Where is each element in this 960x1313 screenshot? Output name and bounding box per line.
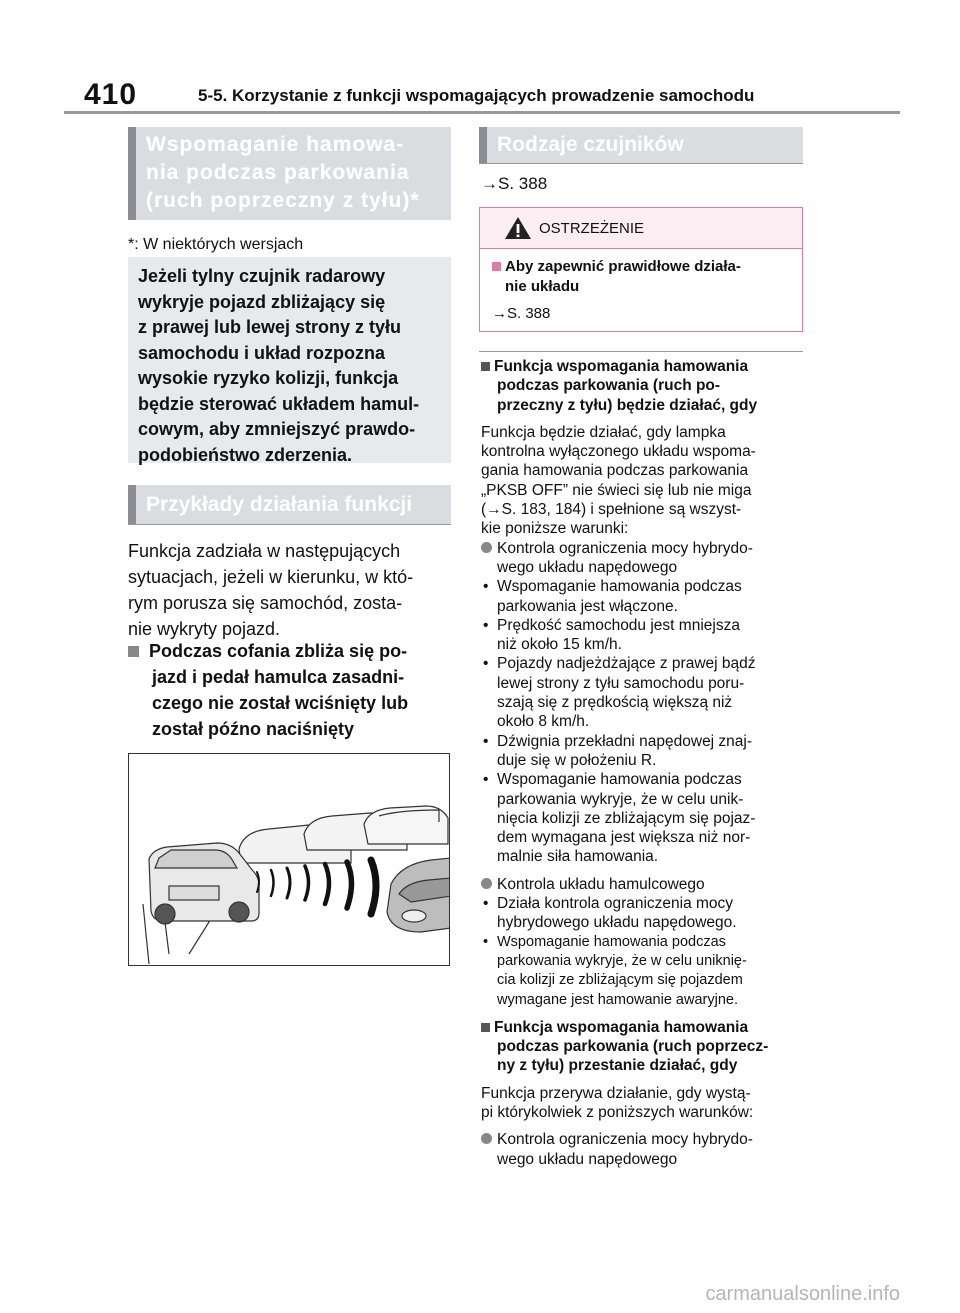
watermark-site: carmanualsonline.info bbox=[705, 1283, 900, 1305]
list-line: malnie siła hamowania. bbox=[497, 848, 659, 866]
intro-line: podobieństwo zderzenia. bbox=[138, 444, 353, 465]
intro-line: cowym, aby zmniejszyć prawdo- bbox=[138, 419, 416, 439]
footnote: *: W niektórych wersjach bbox=[128, 236, 304, 253]
list-line: hybrydowego układu napędowego. bbox=[497, 914, 737, 932]
warning-reference: →S. 388 bbox=[492, 305, 551, 322]
intro-box bbox=[128, 257, 451, 463]
circle-bullet-icon bbox=[481, 1133, 492, 1144]
body-line: kontrolna wyłączonego układu wspoma- bbox=[481, 443, 756, 461]
intro-line: Jeżeli tylny czujnik radarowy bbox=[138, 266, 386, 286]
list-line: cia kolizji ze zbliżającym się pojazdem bbox=[497, 972, 743, 989]
list-item: • Wspomaganie hamowania podczas parkowania jest włączone. bbox=[481, 577, 803, 616]
list-item: • Pojazdy nadjeżdżające z prawej bądź lewej strony z tyłu samochodu poru- szają się z prędkością większą niż około 8 km/h. bbox=[481, 654, 803, 731]
sub-line: został późno naciśnięty bbox=[152, 719, 355, 739]
list-item: • Prędkość samochodu jest mniejsza niż około 15 km/h. bbox=[481, 616, 803, 655]
list-line: Wspomaganie hamowania podczas bbox=[497, 578, 742, 596]
body-line: kie poniższe warunki: bbox=[481, 520, 629, 538]
list-line: niż około 15 km/h. bbox=[497, 636, 622, 654]
body-line: Funkcja zadziała w następujących bbox=[128, 541, 401, 561]
group-title: wego układu napędowego bbox=[497, 558, 678, 576]
heading-line: (ruch poprzeczny z tyłu)* bbox=[146, 189, 420, 212]
warning-header bbox=[480, 208, 802, 249]
body-line: pi którykolwiek z poniższych warunków: bbox=[481, 1103, 754, 1121]
list-item: • Działa kontrola ograniczenia mocy hybrydowego układu napędowego. bbox=[481, 894, 803, 933]
illustration-rear-cross-traffic bbox=[128, 753, 450, 966]
subsection-reversing bbox=[128, 638, 451, 742]
section-title-line: ny z tyłu) przestanie działać, gdy bbox=[497, 1057, 738, 1075]
heading-underline bbox=[128, 524, 451, 525]
body-line: Funkcja przerywa działanie, gdy wystą- bbox=[481, 1084, 751, 1102]
sub-line: czego nie został wciśnięty lub bbox=[152, 693, 409, 713]
body-line: gania hamowania podczas parkowania bbox=[481, 462, 749, 480]
list-line: nięcia kolizji ze zbliżającym się pojaz- bbox=[497, 809, 756, 827]
chapter-title: 5-5. Korzystanie z funkcji wspomagających prowadzenie samochodu bbox=[198, 86, 755, 105]
section-title-line: Funkcja wspomagania hamowania bbox=[494, 358, 749, 375]
list-line: lewej strony z tyłu samochodu poru- bbox=[497, 674, 745, 692]
body-line: Funkcja będzie działać, gdy lampka bbox=[481, 423, 726, 441]
header-rule bbox=[64, 111, 900, 114]
square-bullet-icon bbox=[492, 262, 501, 271]
section-title-line: Funkcja wspomagania hamowania bbox=[494, 1018, 749, 1036]
intro-line: wysokie ryzyko kolizji, funkcja bbox=[138, 368, 399, 388]
group-title: wego układu napędowego bbox=[497, 1150, 678, 1168]
section-heading-parking-brake-assist bbox=[128, 127, 451, 220]
heading-underline bbox=[479, 163, 803, 164]
list-line: szają się z prędkością większą niż bbox=[497, 694, 733, 712]
heading-line: Wspomaganie hamowa- bbox=[146, 133, 405, 156]
body-line: (→S. 183, 184) i spełnione są wszyst- bbox=[481, 501, 742, 519]
heading-line: nia podczas parkowania bbox=[146, 161, 410, 184]
warning-item-line: Aby zapewnić prawidłowe działa- bbox=[505, 258, 741, 275]
section-divider bbox=[479, 351, 803, 352]
body-line: rym porusza się samochód, zosta- bbox=[128, 593, 403, 613]
section-heading-examples: Przykłady działania funkcji bbox=[128, 485, 451, 525]
warning-item-line: nie układu bbox=[505, 278, 580, 295]
intro-line: wykryje pojazd zbliżający się bbox=[138, 291, 386, 312]
list-line: Dźwignia przekładni napędowej znaj- bbox=[497, 732, 753, 750]
body-line: „PKSB OFF” nie świeci się lub nie miga bbox=[481, 481, 752, 499]
list-line: wymagane jest hamowanie awaryjne. bbox=[497, 991, 738, 1008]
list-line: Wspomaganie hamowania podczas bbox=[497, 933, 726, 950]
conditions-text bbox=[481, 357, 803, 1169]
group-title: Kontrola ograniczenia mocy hybrydo- bbox=[497, 539, 753, 557]
list-line: Wspomaganie hamowania podczas bbox=[497, 771, 742, 789]
group-title: Kontrola ograniczenia mocy hybrydo- bbox=[497, 1131, 753, 1149]
list-line: Działa kontrola ograniczenia mocy bbox=[497, 895, 734, 913]
list-item: • Dźwignia przekładni napędowej znaj- duje się w położeniu R. bbox=[481, 732, 803, 771]
section-title-line: przeczny z tyłu) będzie działać, gdy bbox=[497, 396, 758, 414]
square-bullet-icon bbox=[481, 362, 490, 371]
page-number: 410 bbox=[84, 78, 138, 111]
warning-item bbox=[480, 249, 802, 297]
intro-line: z prawej lub lewej strony z tyłu bbox=[138, 317, 402, 337]
section-title-line: podczas parkowania (ruch po- bbox=[497, 377, 721, 395]
body-line: sytuacjach, jeżeli w kierunku, w któ- bbox=[128, 567, 414, 587]
parking-scene-illustration bbox=[129, 754, 450, 966]
sub-line: Podczas cofania zbliża się po- bbox=[149, 641, 408, 661]
body-text bbox=[128, 538, 451, 642]
sub-line: jazd i pedał hamulca zasadni- bbox=[152, 667, 405, 687]
list-line: duje się w położeniu R. bbox=[497, 751, 657, 769]
list-line: około 8 km/h. bbox=[497, 713, 590, 731]
list-item: • Wspomaganie hamowania podczas parkowania wykryje, że w celu uniknię- cia kolizji ze zbliżającym się pojazdem wymagane jest hamowanie awaryjne. bbox=[481, 933, 803, 1010]
warning-triangle-icon bbox=[504, 216, 532, 240]
intro-line: będzie sterować układem hamul- bbox=[138, 393, 420, 414]
list-line: parkowania jest włączone. bbox=[497, 597, 678, 615]
page-reference: →S. 388 bbox=[481, 174, 548, 193]
list-line: Pojazdy nadjeżdżające z prawej bądź bbox=[497, 655, 756, 673]
list-line: parkowania wykryje, że w celu unik- bbox=[497, 790, 744, 808]
section-title-line: podczas parkowania (ruch poprzecz- bbox=[497, 1038, 769, 1056]
square-bullet-icon bbox=[481, 1023, 490, 1032]
list-line: Prędkość samochodu jest mniejsza bbox=[497, 616, 740, 634]
group-title: Kontrola układu hamulcowego bbox=[497, 875, 705, 893]
section-heading-sensor-types: Rodzaje czujników bbox=[479, 127, 803, 163]
list-item: • Wspomaganie hamowania podczas parkowania wykryje, że w celu unik- nięcia kolizji ze zbliżającym się pojaz- dem wymagana jest większa niż nor- malnie siła hamowania. bbox=[481, 770, 803, 866]
list-line: dem wymagana jest większa niż nor- bbox=[497, 829, 751, 847]
circle-bullet-icon bbox=[481, 878, 492, 889]
warning-box bbox=[479, 207, 803, 332]
list-line: parkowania wykryje, że w celu uniknię- bbox=[497, 952, 747, 969]
intro-line: samochodu i układ rozpozna bbox=[138, 342, 386, 363]
square-bullet-icon bbox=[128, 646, 139, 657]
circle-bullet-icon bbox=[481, 542, 492, 553]
body-line: nie wykryty pojazd. bbox=[128, 619, 281, 639]
warning-title: OSTRZEŻENIE bbox=[539, 220, 645, 237]
